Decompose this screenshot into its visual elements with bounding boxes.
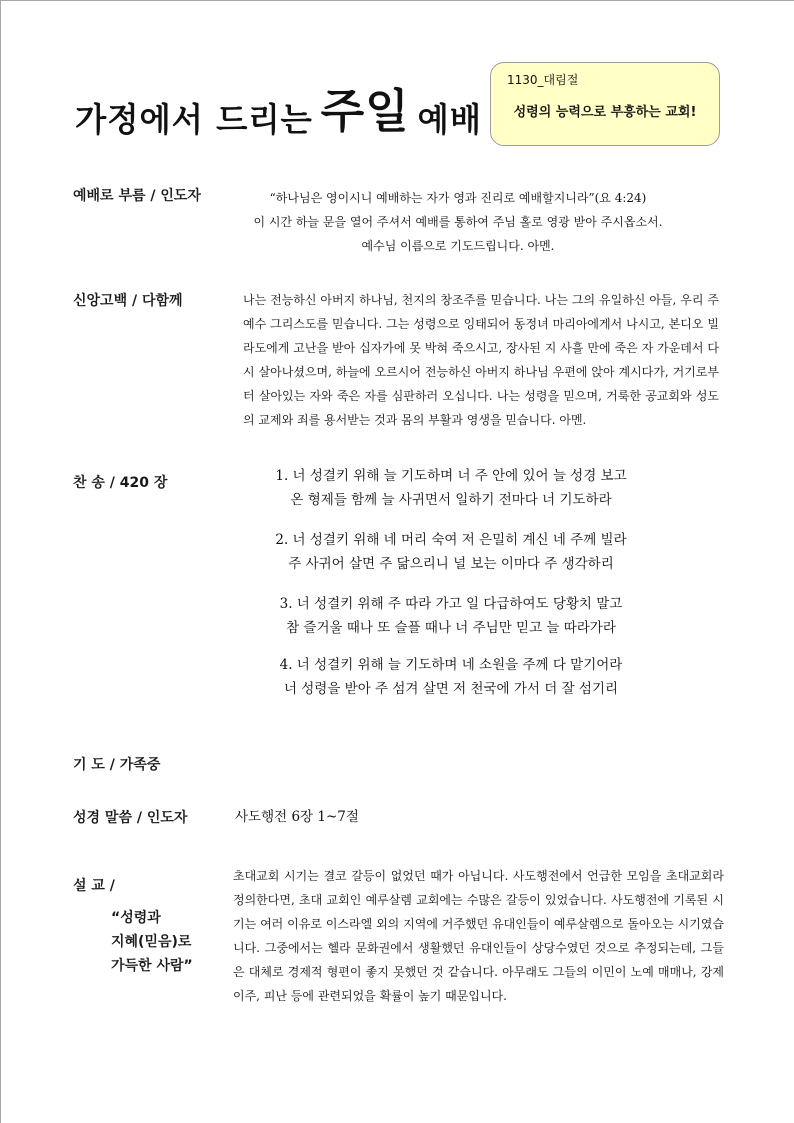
hymn-verse-4	[231, 653, 671, 701]
hymn-verse-3	[231, 592, 671, 640]
hymn-line: 온 형제들 함께 늘 사귀면서 일하기 전마다 너 기도하라	[290, 492, 612, 508]
sermon-title-line: 가득한 사람”	[111, 958, 193, 974]
call-to-worship-text	[233, 186, 683, 258]
page-title	[75, 79, 482, 145]
hymn-line: 4. 너 성결키 위해 늘 기도하며 네 소원을 주께 다 맡기어라	[279, 657, 623, 673]
hymn-line: 1. 너 성결키 위해 늘 기도하며 너 주 안에 있어 늘 성경 보고	[275, 468, 627, 484]
hymn-verse-2	[231, 528, 671, 576]
creed-text: 나는 전능하신 아버지 하나님, 천지의 창조주를 믿습니다. 나는 그의 유일하신 아들, 우리 주 예수 그리스도를 믿습니다. 그는 성령으로 잉태되어 동정녀 마리아에게서 나시고, 본디오 빌라도에게 고난을 받아 십자가에 못 박혀 죽으시고, 장사된 지 사흘 만에 죽은 자 가운데서 다시 살아나셨으며, 하늘에 오르시어 전능하신 아버지 하나님 우편에 앉아 계시다가, 거기로부터 살아있는 자와 죽은 자를 심판하러 오십니다. 나는 성령을 믿으며, 거룩한 공교회와 성도의 교제와 죄를 용서받는 것과 몸의 부활과 영생을 믿습니다. 아멘.	[243, 293, 719, 427]
sermon-label: 설 교 /	[73, 878, 115, 894]
scripture-reference: 사도행전 6장 1~7절	[235, 809, 359, 825]
call-to-worship-line: “하나님은 영이시니 예배하는 자가 영과 진리로 예배할지니라”(요 4:24)	[269, 191, 647, 205]
creed-label: 신앙고백 / 다함께	[73, 293, 183, 309]
hymn-line: 2. 너 성결키 위해 네 머리 숙여 저 은밀히 계신 네 주께 빌라	[275, 532, 627, 548]
hymn-line: 3. 너 성결키 위해 주 따라 가고 일 다급하여도 당황치 말고	[279, 596, 623, 612]
title-part1: 가정에서 드리는	[75, 100, 313, 139]
sermon-title	[111, 906, 193, 978]
title-emphasis: 주일	[320, 84, 410, 138]
theme-text: 성령의 능력으로 부흥하는 교회!	[513, 105, 697, 120]
call-to-worship-line: 이 시간 하늘 문을 열어 주셔서 예배를 통하여 주님 홀로 영광 받아 주시옵소서.	[253, 215, 663, 229]
hymn-verse-1	[231, 464, 671, 512]
sermon-title-line: 지혜(믿음)로	[111, 934, 192, 950]
scripture-label: 성경 말씀 / 인도자	[73, 810, 188, 826]
title-part2: 예배	[417, 100, 482, 139]
call-to-worship-label: 예배로 부름 / 인도자	[73, 188, 201, 204]
service-code: 1130_대림절	[507, 73, 579, 87]
prayer-label: 기 도 / 가족중	[73, 757, 161, 773]
sermon-text: 초대교회 시기는 결코 갈등이 없었던 때가 아닙니다. 사도행전에서 언급한 모임을 초대교회라 정의한다면, 초대 교회인 예루살렘 교회에는 수많은 갈등이 있었습니다. 사도행전에 기록된 시기는 여러 이유로 이스라엘 외의 지역에 거주했던 유대인들이 예루살렘으로 돌아오는 시기였습니다. 그중에서는 헬라 문화권에서 생활했던 유대인들이 상당수였던 것으로 추정되는데, 그들은 대체로 경제적 형편이 좋지 못했던 것 같습니다. 아무래도 그들의 이민이 노예 매매나, 강제 이주, 피난 등에 관련되었을 확률이 높기 때문입니다.	[233, 869, 724, 1003]
sermon-title-line: “성령과	[111, 910, 161, 926]
hymn-line: 주 사귀어 살면 주 닮으리니 널 보는 이마다 주 생각하리	[288, 556, 614, 572]
theme-box	[490, 62, 720, 146]
call-to-worship-line: 예수님 이름으로 기도드립니다. 아멘.	[361, 239, 555, 253]
hymn-line: 참 즐거울 때나 또 슬플 때나 너 주님만 믿고 늘 따라가라	[286, 620, 616, 636]
hymn-label: 찬 송 / 420 장	[73, 475, 168, 491]
hymn-line: 너 성령을 받아 주 섬겨 살면 저 천국에 가서 더 잘 섬기리	[283, 681, 619, 697]
